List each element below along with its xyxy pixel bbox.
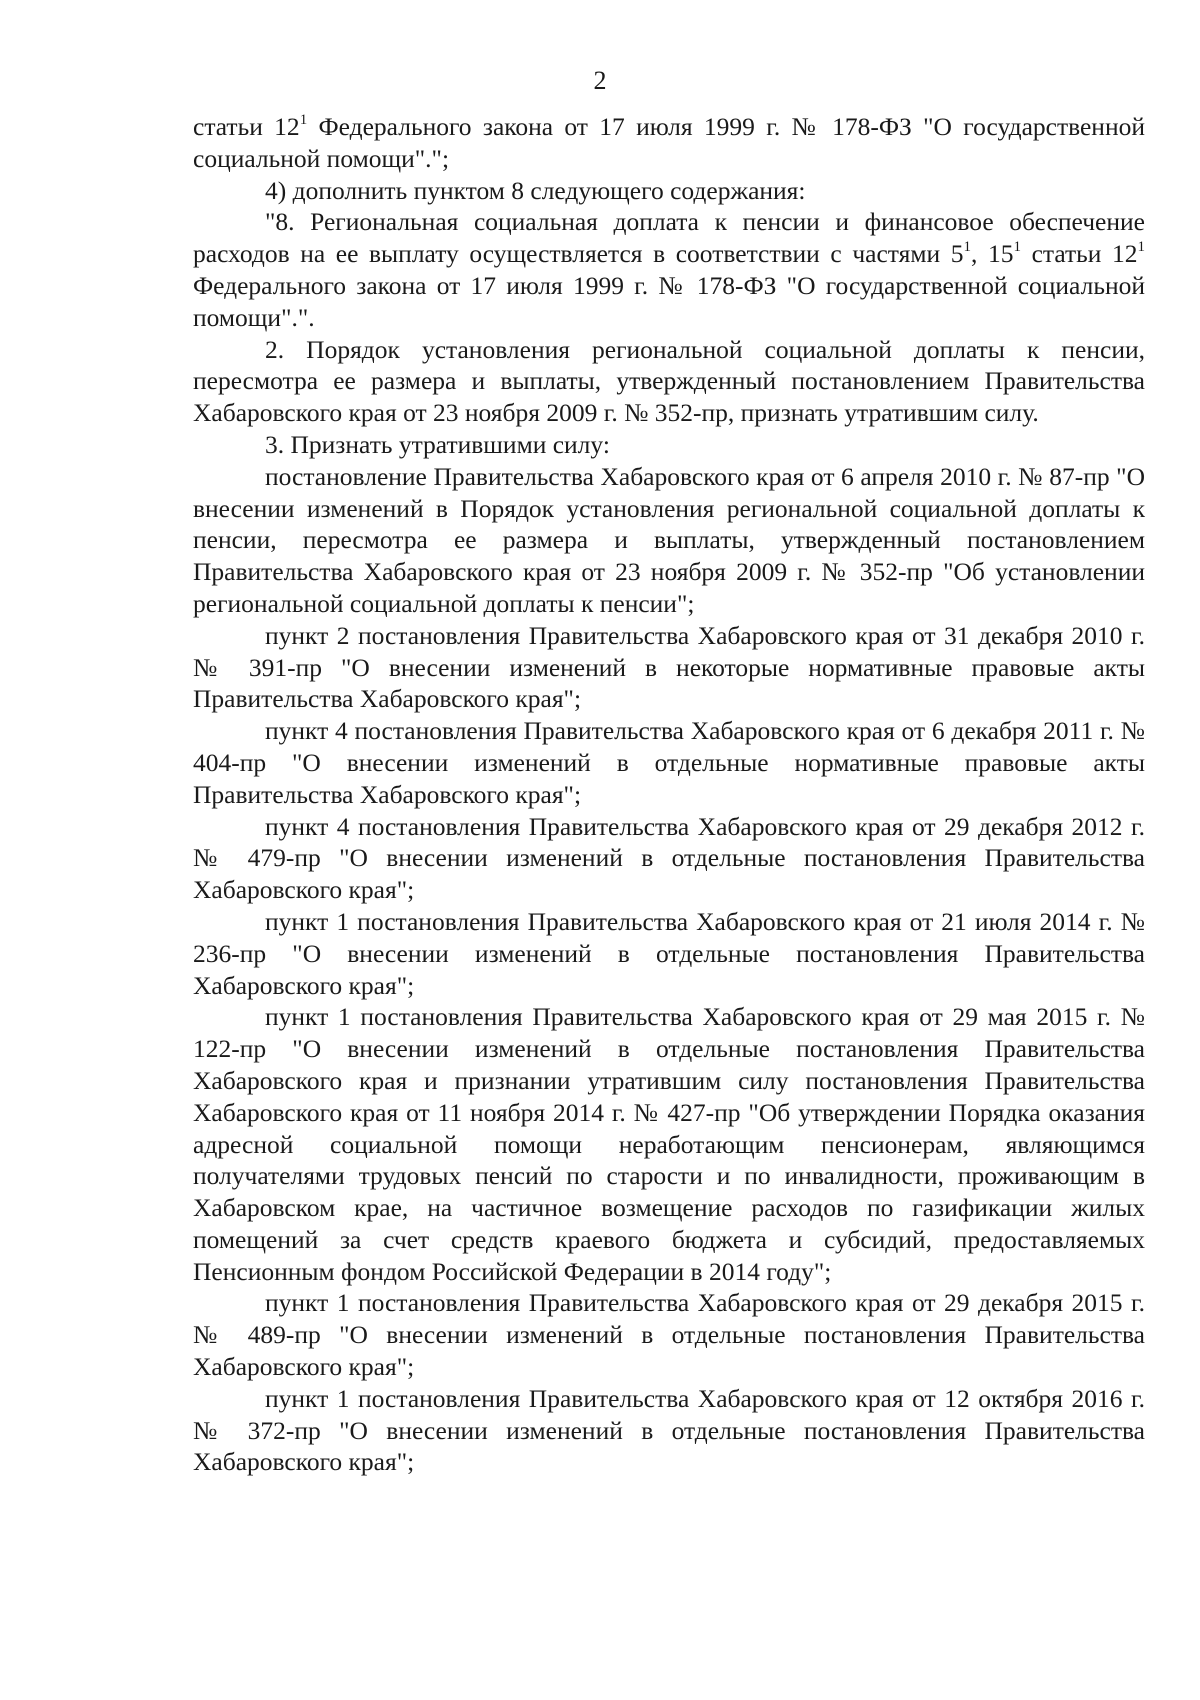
paragraph-text: статьи 12 <box>1020 239 1138 269</box>
paragraph <box>193 175 1145 207</box>
paragraph-text: 3. Признать утратившими силу: <box>265 429 610 459</box>
paragraph <box>193 334 1145 429</box>
superscript: 1 <box>1013 238 1021 255</box>
page-number: 2 <box>593 66 607 95</box>
document-body <box>193 111 1145 1478</box>
paragraph-text: постановление Правительства Хабаровского края от 6 апреля 2010 г. № 87-пр "О внесении изменений в Порядок установления региональной социальной доплаты к пенсии, пересмотра ее размера и выплаты, утвержденный постановлением Правительства Хабаровского края от 23 ноября 2009 г. № 352-пр "Об установлении региональной социальной доплаты к пенсии"; <box>193 461 1145 618</box>
paragraph <box>193 429 1145 461</box>
paragraph-text: , 15 <box>970 239 1014 269</box>
paragraph-text: Федерального закона от 17 июля 1999 г. № 178-ФЗ "О государственной социальной помощи"."; <box>193 112 1146 173</box>
paragraph-text: пункт 2 постановления Правительства Хабаровского края от 31 декабря 2010 г. № 391-пр "О внесении изменений в некоторые нормативные правовые акты Правительства Хабаровского края"; <box>193 620 1145 714</box>
paragraph <box>193 906 1145 1001</box>
paragraph-text: пункт 1 постановления Правительства Хабаровского края от 29 мая 2015 г. № 122-пр "О внесении изменений в отдельные постановления Правительства Хабаровского края и признании утратившим силу постановления Правительства Хабаровского края от 11 ноября 2014 г. № 427-пр "Об утверждении Порядка оказания адресной социальной помощи неработающим пенсионерам, являющимся получателями трудовых пенсий по старости и по инвалидности, проживающим в Хабаровском крае, на частичное возмещение расходов по газификации жилых помещений за счет средств краевого бюджета и субсидий, предоставляемых Пенсионным фондом Российской Федерации в 2014 году"; <box>193 1002 1145 1286</box>
paragraph <box>193 111 1145 175</box>
paragraph-text: пункт 1 постановления Правительства Хабаровского края от 12 октября 2016 г. № 372-пр "О внесении изменений в отдельные постановления Правительства Хабаровского края"; <box>193 1383 1145 1477</box>
paragraph <box>193 620 1145 715</box>
paragraph-text: 4) дополнить пунктом 8 следующего содержания: <box>265 175 806 205</box>
paragraph <box>193 206 1145 333</box>
paragraph <box>193 715 1145 810</box>
superscript: 1 <box>963 238 971 255</box>
paragraph-text: пункт 4 постановления Правительства Хабаровского края от 29 декабря 2012 г. № 479-пр "О внесении изменений в отдельные постановления Правительства Хабаровского края"; <box>193 811 1145 905</box>
superscript: 1 <box>1137 238 1146 255</box>
paragraph-text: пункт 1 постановления Правительства Хабаровского края от 29 декабря 2015 г. № 489-пр "О внесении изменений в отдельные постановления Правительства Хабаровского края"; <box>193 1288 1145 1382</box>
paragraph-text: статьи 12 <box>193 112 300 141</box>
paragraph-text: пункт 4 постановления Правительства Хабаровского края от 6 декабря 2011 г. № 404-пр "О внесении изменений в отдельные нормативные правовые акты Правительства Хабаровского края"; <box>193 716 1145 809</box>
paragraph-text: пункт 1 постановления Правительства Хабаровского края от 21 июля 2014 г. № 236-пр "О внесении изменений в отдельные постановления Правительства Хабаровского края"; <box>193 906 1145 1000</box>
paragraph <box>193 461 1145 620</box>
paragraph <box>193 811 1145 906</box>
paragraph-text: 2. Порядок установления региональной социальной доплаты к пенсии, пересмотра ее размера и выплаты, утвержденный постановлением Правительства Хабаровского края от 23 ноября 2009 г. № 352-пр, признать утратившим силу. <box>193 334 1145 428</box>
paragraph <box>193 1287 1145 1382</box>
paragraph <box>193 1001 1145 1287</box>
paragraph <box>193 1383 1145 1478</box>
paragraph-text: "8. Региональная социальная доплата к пенсии и финансовое обеспечение расходов на ее выплату осуществляется в соответствии с частями 5 <box>193 207 1145 269</box>
superscript: 1 <box>299 111 308 128</box>
paragraph-text: Федерального закона от 17 июля 1999 г. № 178-ФЗ "О государственной социальной помощи".". <box>193 270 1145 332</box>
